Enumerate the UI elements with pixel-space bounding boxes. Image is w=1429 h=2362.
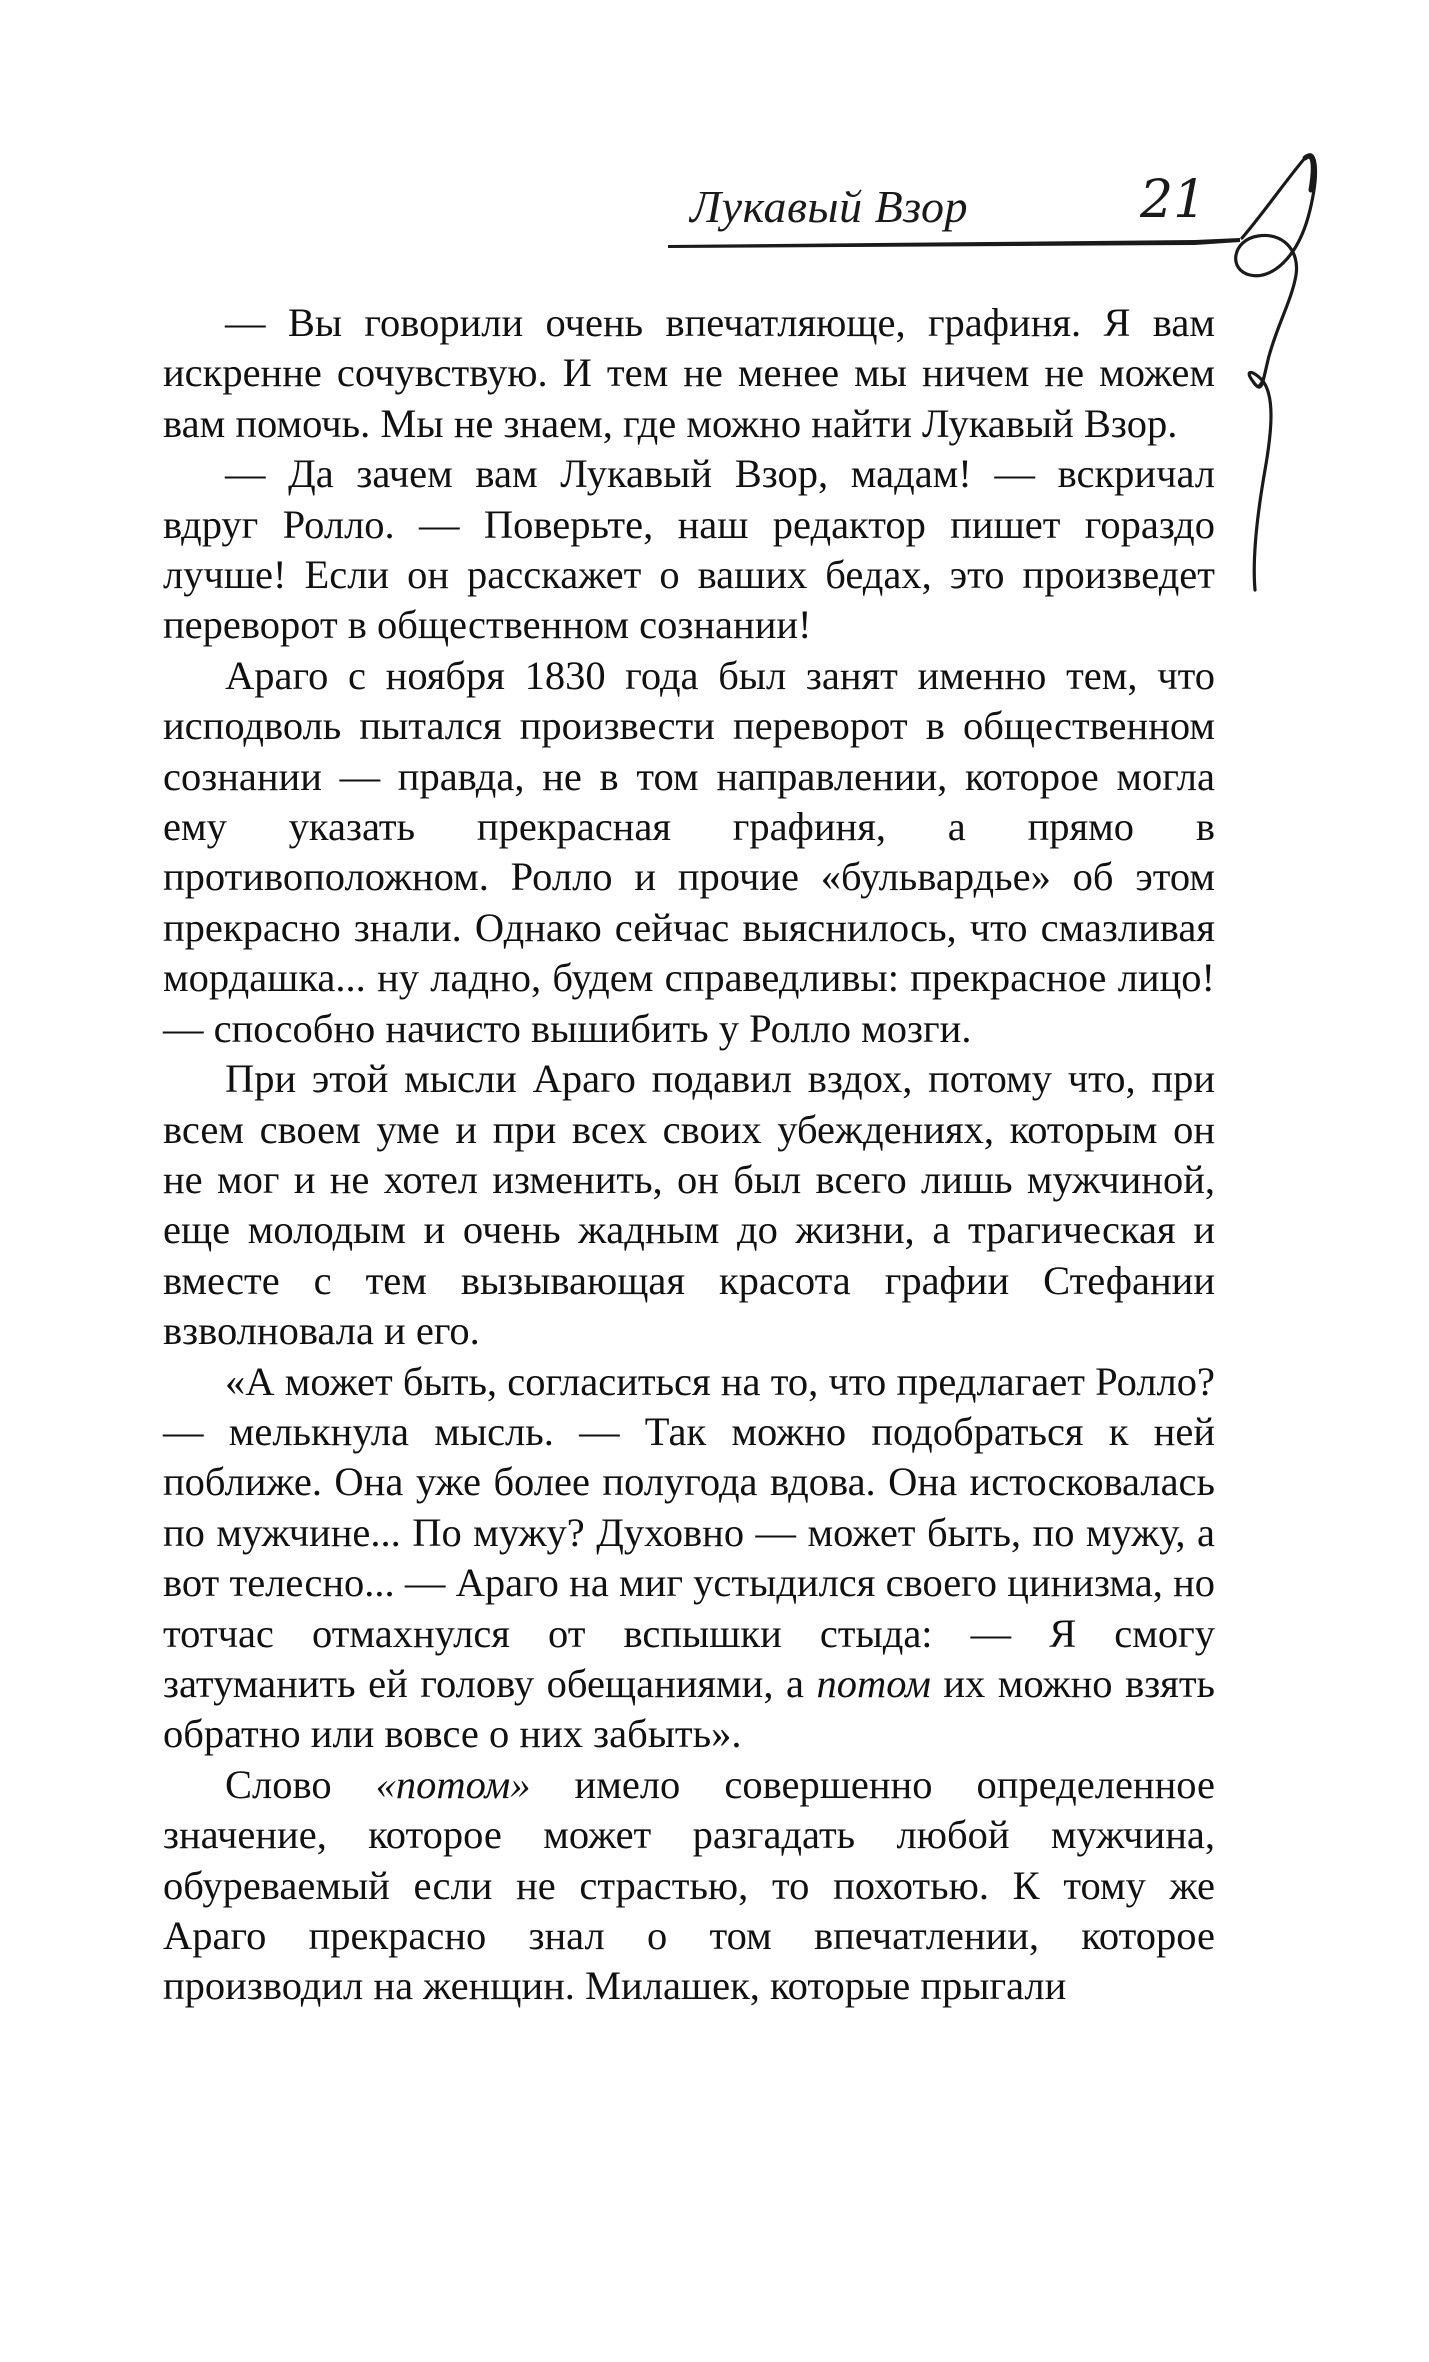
header-rule-line <box>668 238 1240 248</box>
paragraph-text: — Да зачем вам Лукавый Взор, мадам! — вскричал вдруг Ролло. — Поверьте, наш редактор пишет гораздо лучше! Если он расскажет о ваших бедах, это произведет переворот в общественном сознании! <box>163 451 1215 648</box>
paragraph-text: Слово <box>225 1761 376 1807</box>
paragraph-text: — Вы говорили очень впечатляюще, графиня. Я вам искренне сочувствую. И тем не менее мы ничем не можем вам помочь. Мы не знаем, где можно найти Лукавый Взор. <box>163 300 1215 446</box>
paragraph <box>163 1760 1215 2012</box>
running-title: Лукавый Взор <box>690 181 969 232</box>
paragraph <box>163 298 1215 449</box>
paragraph <box>163 1054 1215 1356</box>
paragraph <box>163 651 1215 1054</box>
book-text <box>163 298 1215 2012</box>
emphasis-text: потом <box>816 1660 931 1706</box>
paragraph-text: При этой мысли Араго подавил вздох, потому что, при всем своем уме и при всех своих убеждениях, которым он не мог и не хотел изменить, он был всего лишь мужчиной, еще молодым и очень жадным до жизни, а трагическая и вместе с тем вызывающая красота графии Стефании взволновала и его. <box>163 1056 1215 1354</box>
paragraph-text: «А может быть, согласиться на то, что предлагает Ролло? — мелькнула мысль. — Так можно подобраться к ней поближе. Она уже более полугода вдова. Она истосковалась по мужчине... По мужу? Духовно — может быть, по мужу, а вот телесно... — Араго на миг устыдился своего цинизма, но тотчас отмахнулся от вспышки стыда: — Я смогу затуманить ей голову обещаниями, а <box>163 1358 1215 1706</box>
paragraph-text: имело совершенно определенное значение, которое может разгадать любой мужчина, обуреваемый если не страстью, то похотью. К тому же Араго прекрасно знал о том впечатлении, которое производил на женщин. Милашек, которые прыгали <box>163 1761 1215 2009</box>
paragraph <box>163 449 1215 651</box>
paragraph <box>163 1357 1215 1760</box>
page-number: 21 <box>1140 170 1207 230</box>
calligraphic-flourish <box>1236 155 1316 590</box>
running-header <box>0 0 1429 320</box>
paragraph-text: Араго с ноября 1830 года был занят именно тем, что исподволь пытался произвести переворот в общественном сознании — правда, не в том направлении, которое могла ему указать прекрасная графиня, а прямо в противоположном. Ролло и прочие «бульвардье» об этом прекрасно знали. Однако сейчас выяснилось, что смазливая мордашка... ну ладно, будем справедливы: прекрасное лицо! — способно начисто вышибить у Ролло мозги. <box>163 652 1215 1051</box>
emphasis-text: «потом» <box>375 1761 531 1807</box>
paragraph-text: их можно взять обратно или вовсе о них забыть». <box>163 1660 1215 1757</box>
